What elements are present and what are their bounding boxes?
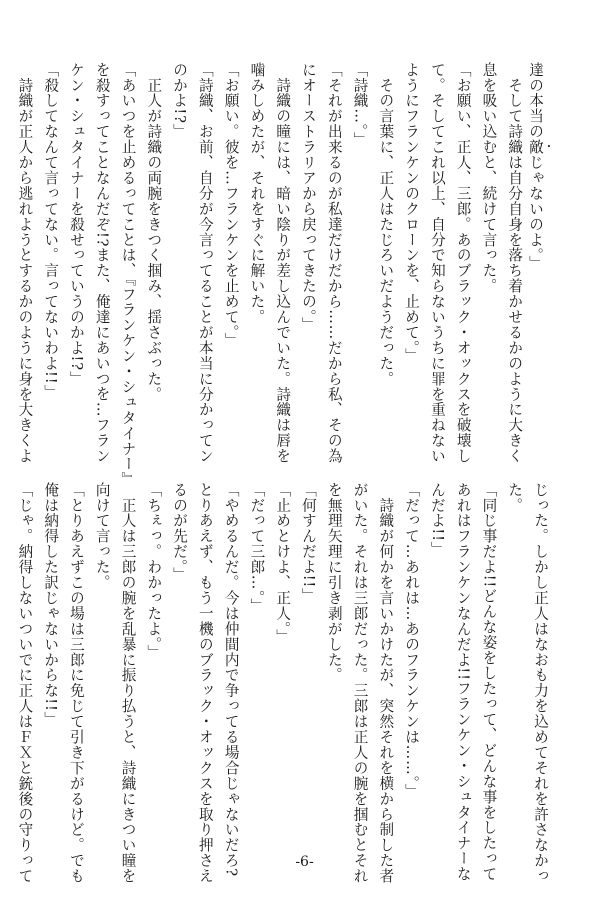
- text-column: [218, 62, 243, 440]
- text-run: ようにフランケンのクローンを、止めて。」: [403, 62, 421, 364]
- text-run: て。そしてこれ以上、自分で知らないうちに罪を重ねない: [428, 62, 446, 464]
- text-run: 「だって三郎…。」: [248, 482, 266, 614]
- text-run: 俺は納得した訳じゃないからな!!」: [42, 482, 60, 728]
- upper-text-block: [16, 62, 552, 488]
- text-column: [141, 482, 166, 860]
- text-run: 「あいつを止めるってことは、『フランケン・シュタイナー』: [119, 62, 137, 488]
- text-column: [347, 482, 372, 884]
- text-run: がいた。それは三郎だった。三郎は正人の腕を掴むとそれ: [351, 482, 369, 884]
- text-column: [166, 482, 191, 860]
- text-column: [450, 62, 475, 464]
- text-run: 正人は三郎の腕を乱暴に振り払うと、詩織にきつい瞳を: [119, 482, 137, 884]
- text-column: [476, 62, 501, 440]
- text-run: 「お願い。彼を…フランケンを止めて。」: [222, 62, 240, 349]
- text-column: [166, 62, 191, 440]
- text-column: [63, 482, 88, 884]
- text-run: じゃないのよ。」: [527, 154, 544, 272]
- text-column: [38, 62, 63, 440]
- text-column: [321, 482, 346, 860]
- text-run: んだよ!!」: [428, 482, 446, 558]
- text-column: [270, 482, 295, 860]
- text-run: 「じゃ。納得しないついでに正人はＦＸと銃後の守りって: [16, 482, 34, 884]
- text-run: 「詩織、お前、自分が今言ってることが本当に分かってン: [196, 62, 214, 464]
- text-run: ケン・シュタイナーを殺せっていうのかよ!?」: [67, 62, 85, 387]
- text-column: [192, 62, 217, 464]
- text-run: 詩織が何かを言いかけたが、突然それを横から制した者: [377, 482, 395, 884]
- text-run: 「だって…あれは…あのフランケンは……。」: [403, 482, 421, 800]
- text-run: 「詩織…。」: [351, 62, 369, 148]
- text-column: [424, 482, 449, 860]
- text-run: とりあえず、もう一機のブラック・オックスを取り押さえ: [196, 482, 214, 884]
- text-column: [244, 482, 269, 860]
- text-column: [270, 62, 295, 464]
- text-run: 息を吸い込むと、続けて言った。: [480, 62, 498, 294]
- text-run: るのが先だ。」: [171, 482, 189, 583]
- text-run: じった。しかし正人はなおも力を込めてそれを許さなかっ: [532, 482, 549, 884]
- text-run: 噛みしめたが、それをすぐに解いた。: [248, 62, 266, 325]
- text-run: た。: [506, 482, 524, 513]
- text-column: [476, 482, 501, 882]
- text-run: のかよ!?」: [171, 62, 189, 140]
- text-run: 詩織の瞳には、暗い陰りが差し込んでいた。詩織は唇を: [274, 62, 292, 464]
- text-column: [347, 62, 372, 440]
- text-column: [373, 62, 398, 440]
- text-run: 正人が詩織の両腕をきつく掴み、揺さぶった。: [145, 62, 163, 402]
- text-column: [295, 62, 320, 440]
- text-column: [63, 62, 88, 440]
- text-column: [399, 482, 424, 860]
- text-run: 「同じ事だよ!!どんな姿をしたって、どんな事をしたって: [480, 482, 498, 882]
- text-column: [192, 482, 217, 884]
- emphasized-text: 敵: [527, 139, 544, 155]
- page-number: -6-: [295, 854, 314, 870]
- text-run: 詩織が正人から逃れようとするかのように身を大きくよ: [16, 62, 34, 464]
- text-run: 「やめるんだ。今は仲間内で争ってる場合じゃないだろ?: [222, 482, 240, 877]
- text-column: [12, 482, 37, 884]
- text-column: [373, 482, 398, 884]
- text-run: 向けて言った。: [93, 482, 111, 591]
- lower-text-block: [16, 482, 552, 884]
- text-run: にオーストラリアから戻ってきたの。」: [299, 62, 317, 333]
- text-run: 達の本当の: [527, 62, 544, 140]
- text-column: [115, 482, 140, 884]
- text-column: [450, 482, 475, 882]
- text-column: [115, 62, 140, 488]
- text-run: 「止めとけよ、正人。」: [274, 482, 292, 645]
- text-column: [89, 62, 114, 464]
- text-column: [424, 62, 449, 464]
- text-column: [89, 482, 114, 860]
- text-column: [38, 482, 63, 860]
- text-column: [12, 62, 37, 464]
- text-column: [295, 482, 320, 860]
- text-column: [527, 62, 552, 440]
- text-column: [527, 482, 552, 884]
- text-column: [321, 62, 346, 464]
- text-run: 「お願い、正人、三郎。あのブラック・オックスを破壊し: [454, 62, 472, 464]
- text-run: その言葉に、正人はたじろいだようだった。: [377, 62, 395, 387]
- text-column: [244, 62, 269, 440]
- text-run: そして詩織は自分自身を落ち着かせるかのように大きく: [506, 62, 524, 464]
- text-column: [141, 62, 166, 440]
- text-run: を無理矢理に引き剥がした。: [325, 482, 343, 683]
- text-run: 「殺してなんて言ってない。言ってないわよ!!」: [42, 62, 60, 400]
- text-run: 「それが出来るのが私達だけだから……だから私、その為: [325, 62, 343, 464]
- text-run: 「何すんだよ!!」: [299, 482, 317, 604]
- text-column: [502, 482, 527, 860]
- text-column: [218, 482, 243, 877]
- text-column: [399, 62, 424, 440]
- text-run: あれはフランケンなんだよ!!フランケン・シュタイナーな: [454, 482, 472, 882]
- text-run: を殺すってことなんだぞ!?また、俺達にあいつを…フラン: [93, 62, 111, 464]
- text-run: 「とりあえずこの場は三郎に免じて引き下がるけど。でも: [67, 482, 85, 884]
- text-run: 「ちぇっ。わかったよ。」: [145, 482, 163, 661]
